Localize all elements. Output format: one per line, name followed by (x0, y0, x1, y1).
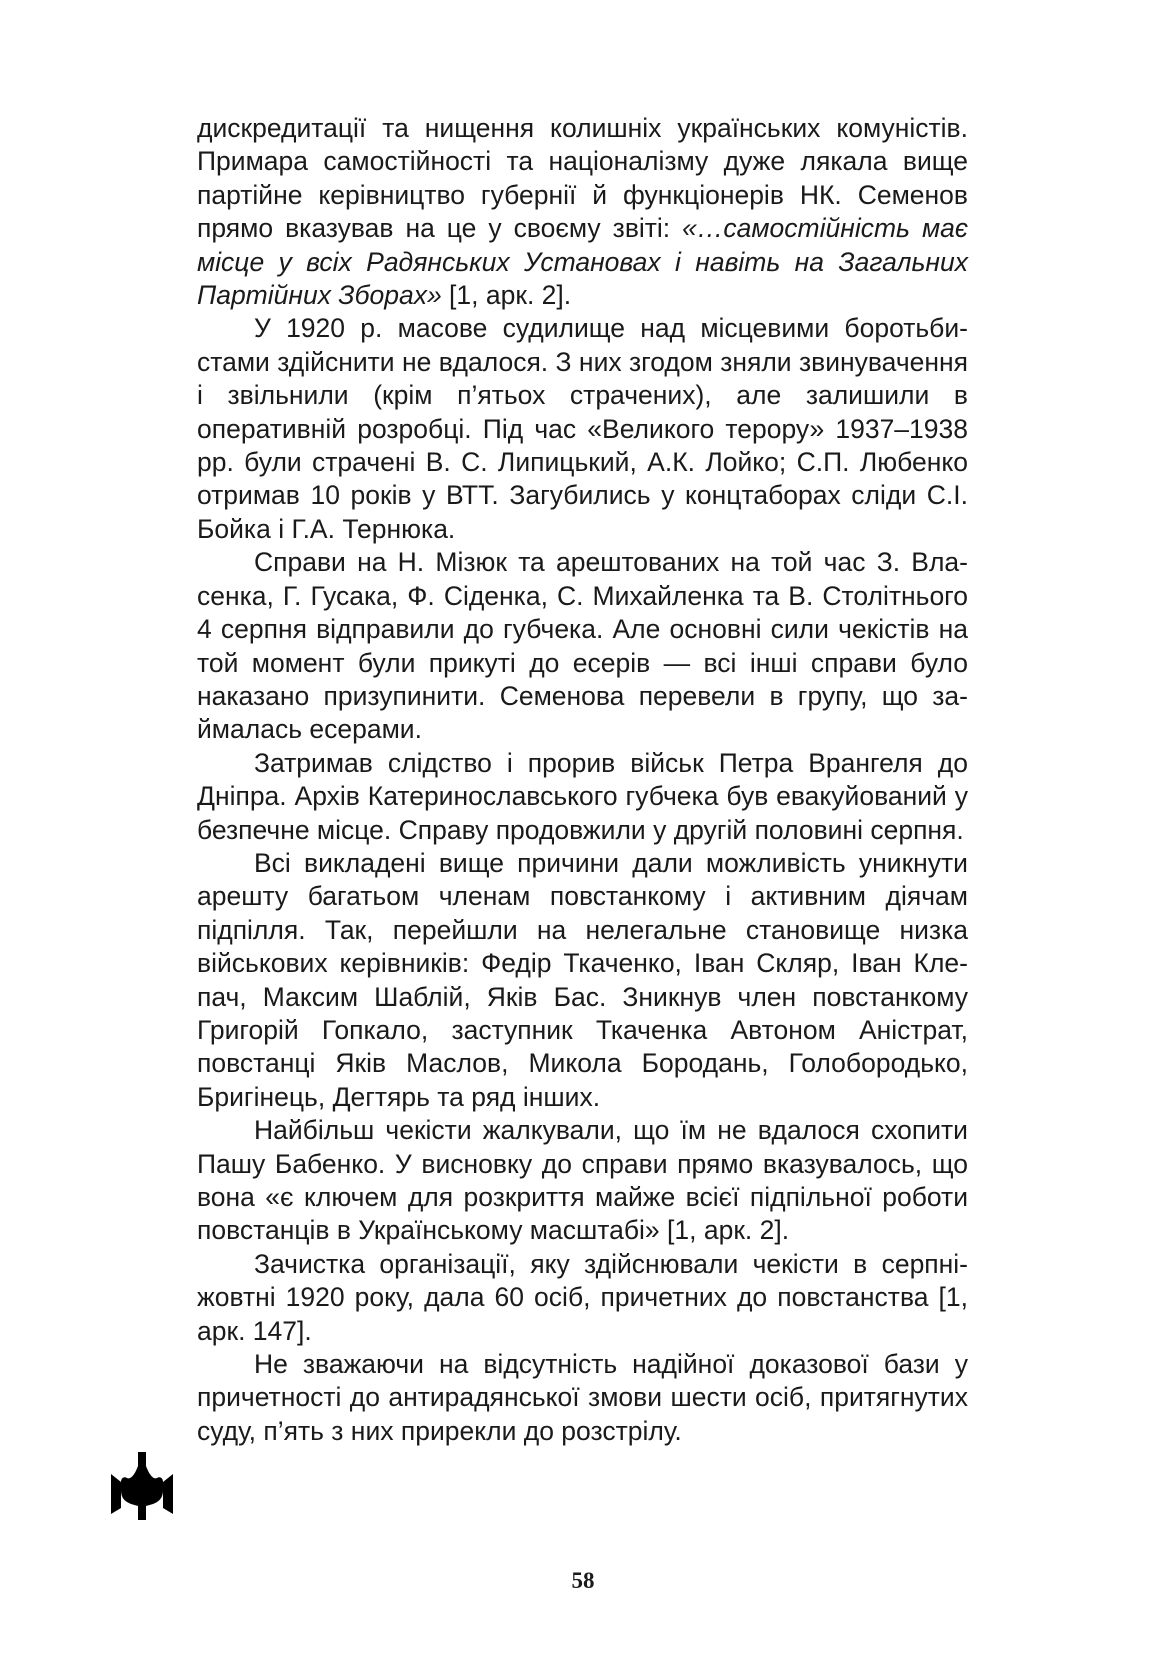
paragraph (197, 1348, 968, 1448)
text-run: Зачистка організації, яку здійснювали чекісти в серпні-жовтні 1920 року, дала 60 осіб, причетних до повстанства [1, арк. 147]. (197, 1248, 968, 1346)
paragraph (197, 312, 968, 546)
body-text (197, 112, 968, 1448)
text-run: Затримав слідство і прорив військ Петра Врангеля до Дніпра. Архів Катеринославського губчека був евакуйований у безпечне місце. Справу продовжили у другій половині серпня. (197, 747, 968, 845)
text-run: Найбільш чекісти жалкували, що їм не вдалося схопити Пашу Бабенко. У висновку до справи прямо вказувалось, що вона «є ключем для розкриття майже всієї підпільної роботи повстанців в Українському масштабі» [1, арк. 2]. (197, 1115, 968, 1246)
text-run: Справи на Н. Мізюк та арештованих на той час З. Власенка, Г. Гусака, Ф. Сіденка, С. Михайленка та В. Столітнього 4 серпня відправили до губчека. Але основні сили чекістів на той момент були прикуті до есерів — всі інші справи було наказано призупинити. Семенова перевели в групу, що займалась есерами. (197, 547, 968, 745)
text-run: [1, арк. 2]. (441, 280, 572, 311)
trident-ornament-icon (111, 1452, 173, 1520)
paragraph (197, 1248, 968, 1348)
paragraph (197, 747, 968, 847)
text-run: У 1920 р. масове судилище над місцевими боротьбистами здійснити не вдалося. З них згодом зняли звинувачення і звільнили (крім п’ятьох страчених), але залишили в оперативній розробці. Під час «Великого терору» 1937–1938 рр. були страчені В. С. Липицький, А.К. Лойко; С.П. Любенко отримав 10 років у ВТТ. Загубились у концтаборах сліди С.І. Бойка і Г.А. Тернюка. (197, 313, 968, 544)
text-run: Всі викладені вище причини дали можливість уникнути арешту багатьом членам повстанкому і активним діячам підпілля. Так, перейшли на нелегальне становище низка військових керівників: Федір Ткаченко, Іван Скляр, Іван Клепач, Максим Шаблій, Яків Бас. Зникнув член повстанкому Григорій Гопкало, заступник Ткаченка Автоном Аністрат, повстанці Яків Маслов, Микола Бородань, Голобородько, Бригінець, Дегтярь та ряд інших. (197, 847, 968, 1112)
text-run: Не зважаючи на відсутність надійної доказової бази у причетності до антирадянської змови шести осіб, притягнутих суду, п’ять з них прирекли до розстрілу. (197, 1349, 968, 1446)
text-run: дискредитації та нищення колишніх українських комуністів. Примара самостійності та націоналізму дуже лякала вище партійне керівництво губернії й функціонерів НК. Семенов прямо вказував на це у своєму звіті: (197, 113, 968, 244)
paragraph (197, 1114, 968, 1248)
paragraph (197, 847, 968, 1114)
page-number: 58 (571, 1568, 595, 1593)
paragraph (197, 112, 968, 312)
italic-quote: «…самостійність має місце у всіх Радянських Установах і навіть на Загальних Партійних Зборах» (197, 213, 968, 311)
paragraph (197, 546, 968, 746)
